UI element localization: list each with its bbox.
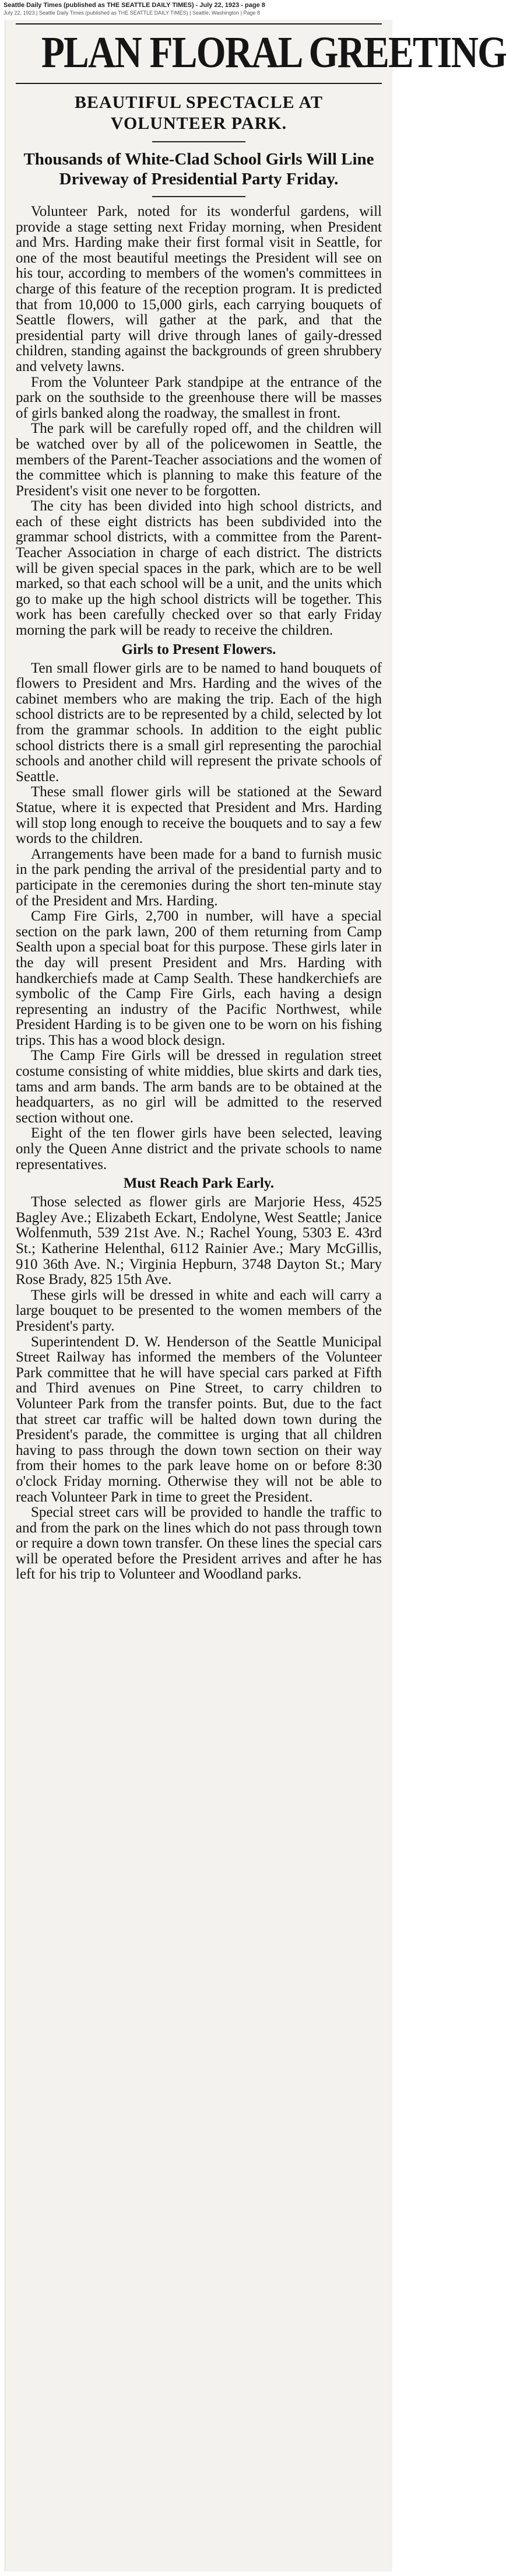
headline: PLAN FLORAL GREETING bbox=[41, 28, 506, 77]
paragraph: Ten small flower girls are to be named to hand bouquets of flowers to President and Mrs. Harding and the wives of the cabinet members who are making the trip. Each of the high school districts are to be represented by a child, selected by lot from the grammar schools. In addition to the eight public school districts there is a small girl representing the parochial schools and another child will represent the private schools of Seattle. bbox=[16, 660, 382, 785]
body-section-2 bbox=[16, 661, 382, 1173]
citation-details: July 22, 1923 | Seattle Daily Times (published as THE SEATTLE DAILY TIMES) | Seattle, Washington | Page 8 bbox=[3, 10, 261, 16]
paragraph: Volunteer Park, noted for its wonderful gardens, will provide a stage setting next Friday morning, when President and Mrs. Harding make their first formal visit in Seattle, for one of the most beautiful meetings the President will see on his tour, according to members of the women's committees in charge of this feature of the reception program. It is predicted that from 10,000 to 15,000 girls, each carrying bouquets of Seattle flowers, will gather at the park, and that the presidential party will drive through lanes of gaily-dressed children, standing against the backgrounds of green shrubbery and velvety lawns. bbox=[16, 204, 382, 374]
body-section-3 bbox=[16, 1195, 382, 1583]
paragraph: Special street cars will be provided to handle the traffic to and from the park on the lines which do not pass through town or require a down town transfer. On these lines the special cars will be operated before the President arrives and after he has left for his trip to Volunteer and Woodland parks. bbox=[16, 1504, 382, 1583]
paragraph: From the Volunteer Park standpipe at the entrance of the park on the southside to the greenhouse there will be masses of girls banked along the roadway, the smallest in front. bbox=[16, 374, 382, 421]
paragraph: Eight of the ten flower girls have been selected, leaving only the Queen Anne district and the private schools to name representatives. bbox=[16, 1125, 382, 1172]
paragraph: The park will be carefully roped off, and the children will be watched over by all of the policewomen in Seattle, the members of the Parent-Teacher associations and the women of the committee which is planning to make this feature of the President's visit one never to be forgotten. bbox=[16, 421, 382, 499]
deck-secondary: Thousands of White-Clad School Girls Will Line Driveway of Presidential Party Friday. bbox=[23, 150, 374, 188]
paragraph: Those selected as flower girls are Marjorie Hess, 4525 Bagley Ave.; Elizabeth Eckart, Endolyne, West Seattle; Janice Wolfenmuth, 539 21st Ave. N.; Rachel Young, 5303 E. 43rd St.; Katherine Helenthal, 6112 Rainier Ave.; Mary McGillis, 910 36th Ave. N.; Virginia Hepburn, 3748 Dayton St.; Mary Rose Brady, 825 15th Ave. bbox=[16, 1194, 382, 1288]
subhead: Must Reach Park Early. bbox=[123, 1175, 275, 1192]
deck-divider-2 bbox=[152, 196, 245, 197]
paragraph: The Camp Fire Girls will be dressed in regulation street costume consisting of white middies, blue skirts and dark ties, tams and arm bands. The arm bands are to be obtained at the headquarters, as no girl will be admitted to the reserved section without one. bbox=[16, 1048, 382, 1126]
deck-divider bbox=[152, 141, 245, 142]
citation-title: Seattle Daily Times (published as THE SEATTLE DAILY TIMES) - July 22, 1923 - page 8 bbox=[3, 2, 265, 9]
deck-primary: BEAUTIFUL SPECTACLE AT VOLUNTEER PARK. bbox=[75, 93, 323, 133]
paragraph: Arrangements have been made for a band to furnish music in the park pending the arrival of the presidential party and to participate in the ceremonies during the short ten-minute stay of the President and Mrs. Harding. bbox=[16, 846, 382, 909]
subhead: Girls to Present Flowers. bbox=[121, 641, 276, 657]
citation-bar bbox=[0, 0, 396, 19]
paragraph: These girls will be dressed in white and each will carry a large bouquet to be presented to the women members of the President's party. bbox=[16, 1287, 382, 1334]
article bbox=[16, 23, 506, 1583]
paragraph: Superintendent D. W. Henderson of the Seattle Municipal Street Railway has informed the members of the Volunteer Park committee that he will have special cars parked at Fifth and Third avenues on Pine Street, to carry children to Volunteer Park from the transfer points. But, due to the fact that street car traffic will be halted down town during the President's parade, the committee is urging that all children having to pass through the down town section on their way from their homes to the park leave home on or before 8:30 o'clock Friday morning. Otherwise they will not be able to reach Volunteer Park in time to greet the President. bbox=[16, 1334, 382, 1505]
paragraph: The city has been divided into high school districts, and each of these eight districts has been subdivided into the grammar school districts, with a committee from the Parent-Teacher Association in charge of each district. The districts will be given special spaces in the park, which are to be well marked, so that each school will be a unit, and the units which go to make up the high school districts will be together. This work has been carefully checked over so that early Friday morning the park will be ready to receive the children. bbox=[16, 498, 382, 639]
paragraph: Camp Fire Girls, 2,700 in number, will have a special section on the park lawn, 200 of them returning from Camp Sealth upon a special boat for this purpose. These girls later in the day will present President and Mrs. Harding with handkerchiefs made at Camp Sealth. These handkerchiefs are symbolic of the Camp Fire Girls, each having a design representing an industry of the Pacific Northwest, while President Harding is to be given one to be worn on his fishing trips. This has a wood block design. bbox=[16, 908, 382, 1048]
newspaper-clipping bbox=[5, 20, 506, 2571]
top-rule bbox=[16, 23, 382, 24]
paragraph: These small flower girls will be stationed at the Seward Statue, where it is expected that President and Mrs. Harding will stop long enough to receive the bouquets and to say a few words to the children. bbox=[16, 784, 382, 847]
body-section-1 bbox=[16, 204, 382, 639]
headline-rule bbox=[16, 83, 382, 84]
